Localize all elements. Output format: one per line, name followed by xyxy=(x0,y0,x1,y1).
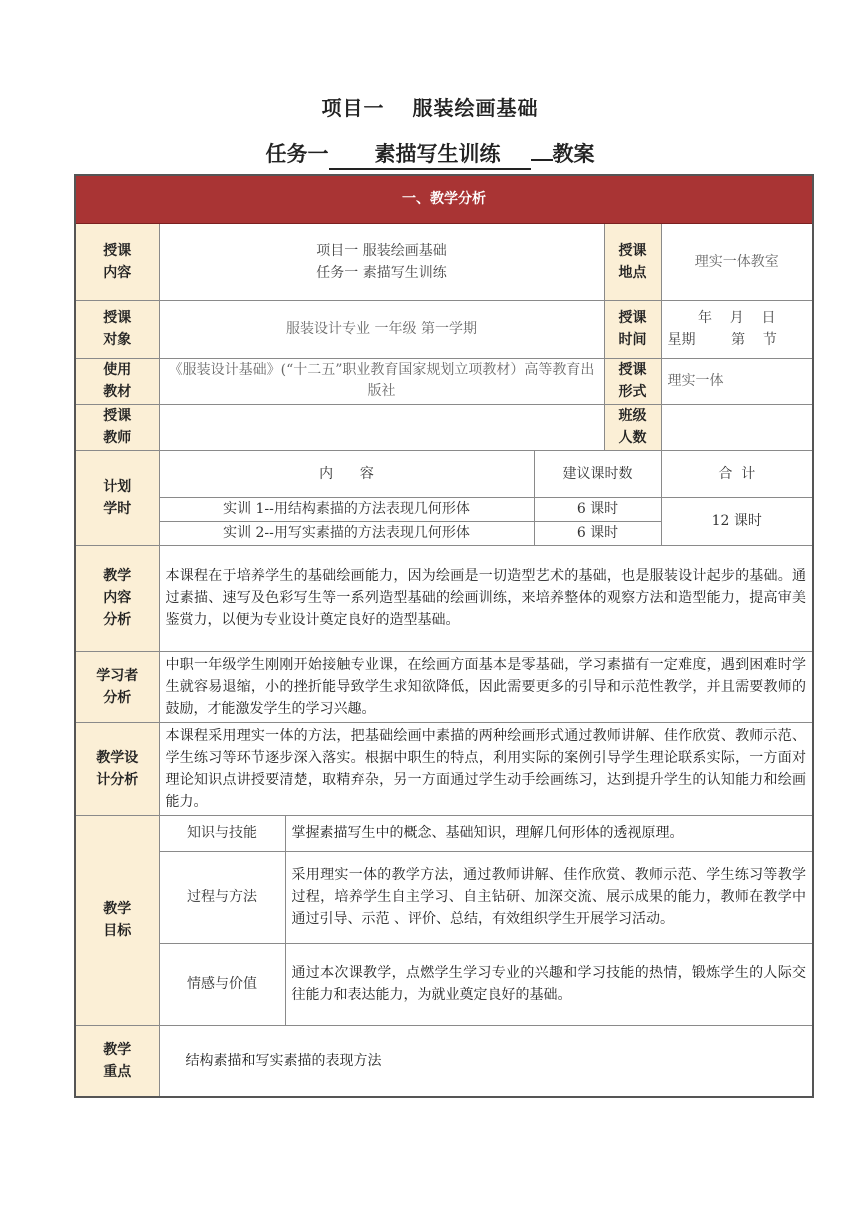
value-target: 服装设计专业 一年级 第一学期 xyxy=(159,300,604,358)
value-content-line1: 项目一 服装绘画基础 xyxy=(316,242,447,259)
row-target-time xyxy=(75,300,813,358)
row-key-points xyxy=(75,1025,813,1097)
label-plan-hours: 计划 学时 xyxy=(75,450,159,545)
label-class-size: 班级 人数 xyxy=(604,404,661,450)
value-teacher xyxy=(159,404,604,450)
doc-subtitle xyxy=(0,138,860,170)
value-time-date: 年 月 日 xyxy=(697,310,776,326)
label-objectives: 教学 目标 xyxy=(75,815,159,1025)
row-plan-header xyxy=(75,450,813,497)
value-textbook: 《服装设计基础》(“十二五”职业教育国家规划立项教材）高等教育出版社 xyxy=(159,358,604,404)
doc-subtitle-suffix: 教案 xyxy=(552,142,595,166)
objective-row xyxy=(75,815,813,851)
objective-text: 通过本次课教学，点燃学生学习专业的兴趣和学习技能的热情，锻炼学生的人际交往能力和表达能力，为就业奠定良好的基础。 xyxy=(285,943,813,1025)
plan-item-hours: 6 课时 xyxy=(534,521,661,545)
plan-col-content: 内 容 xyxy=(159,450,534,497)
lesson-plan-table xyxy=(74,174,814,1098)
key-points-text: 结构素描和写实素描的表现方法 xyxy=(159,1025,813,1097)
plan-item-content: 实训 2--用写实素描的方法表现几何形体 xyxy=(159,521,534,545)
design-analysis-text: 本课程采用理实一体的方法，把基础绘画中素描的两种绘画形式通过教师讲解、佳作欣赏、教师示范、学生练习等环节逐步深入落实。根据中职生的特点，利用实际的案例引导学生理论联系实际，一方面对理论知识点讲授要清楚，取精弃杂，另一方面通过学生动手绘画练习，达到提升学生的认知能力和绘画能力。 xyxy=(159,722,813,815)
doc-subtitle-task: 素描写生训练 xyxy=(329,141,531,170)
label-key-points: 教学 重点 xyxy=(75,1025,159,1097)
row-design-analysis xyxy=(75,722,813,815)
learner-analysis-text: 中职一年级学生刚刚开始接触专业课，在绘画方面基本是零基础，学习素描有一定难度，遇到困难时学生就容易退缩，小的挫折能导致学生求知欲降低，因此需要更多的引导和示范性教学，并且需要教师的鼓励，才能激发学生的学习兴趣。 xyxy=(159,651,813,722)
label-teacher: 授课 教师 xyxy=(75,404,159,450)
doc-title-project: 项目一 xyxy=(321,96,385,120)
value-time-week: 星期 第 节 xyxy=(667,332,777,348)
doc-subtitle-underline xyxy=(531,159,553,161)
value-class-size xyxy=(661,404,813,450)
value-form: 理实一体 xyxy=(661,358,813,404)
row-content-analysis xyxy=(75,545,813,651)
objective-text: 掌握素描写生中的概念、基础知识，理解几何形体的透视原理。 xyxy=(285,815,813,851)
objective-text: 采用理实一体的教学方法，通过教师讲解、佳作欣赏、教师示范、学生练习等教学过程，培养学生自主学习、自主钻研、加深交流、展示成果的能力，教师在教学中通过引导、示范 、评价、总结，有效组织学生开展学习活动。 xyxy=(285,851,813,943)
plan-total: 12 课时 xyxy=(661,497,813,545)
row-teacher-class xyxy=(75,404,813,450)
label-content-analysis: 教学 内容 分析 xyxy=(75,545,159,651)
label-design-analysis: 教学设 计分析 xyxy=(75,722,159,815)
plan-col-hours: 建议课时数 xyxy=(534,450,661,497)
row-content-location xyxy=(75,223,813,300)
value-content-line2: 任务一 素描写生训练 xyxy=(316,264,447,281)
label-location: 授课 地点 xyxy=(604,223,661,300)
section-header-row xyxy=(75,175,813,223)
row-learner-analysis xyxy=(75,651,813,722)
plan-col-total: 合 计 xyxy=(661,450,813,497)
label-form: 授课 形式 xyxy=(604,358,661,404)
label-target: 授课 对象 xyxy=(75,300,159,358)
label-content: 授课 内容 xyxy=(75,223,159,300)
row-textbook-form xyxy=(75,358,813,404)
value-content xyxy=(159,223,604,300)
plan-item-content: 实训 1--用结构素描的方法表现几何形体 xyxy=(159,497,534,521)
objective-name: 过程与方法 xyxy=(159,851,285,943)
section-header: 一、教学分析 xyxy=(75,175,813,223)
doc-subtitle-prefix: 任务一 xyxy=(265,142,329,166)
plan-item-hours: 6 课时 xyxy=(534,497,661,521)
label-time: 授课 时间 xyxy=(604,300,661,358)
plan-item-row xyxy=(75,497,813,521)
objective-name: 知识与技能 xyxy=(159,815,285,851)
value-location: 理实一体教室 xyxy=(661,223,813,300)
content-analysis-text: 本课程在于培养学生的基础绘画能力，因为绘画是一切造型艺术的基础，也是服装设计起步的基础。通过素描、速写及色彩写生等一系列造型基础的绘画训练，来培养整体的观察方法和造型能力，提高审美鉴赏力，以便为专业设计奠定良好的造型基础。 xyxy=(159,545,813,651)
doc-title-project-name: 服装绘画基础 xyxy=(412,96,539,120)
objective-name: 情感与价值 xyxy=(159,943,285,1025)
objective-row xyxy=(75,851,813,943)
label-textbook: 使用 教材 xyxy=(75,358,159,404)
objective-row xyxy=(75,943,813,1025)
label-learner-analysis: 学习者 分析 xyxy=(75,651,159,722)
value-time xyxy=(661,300,813,358)
doc-title xyxy=(0,92,860,121)
